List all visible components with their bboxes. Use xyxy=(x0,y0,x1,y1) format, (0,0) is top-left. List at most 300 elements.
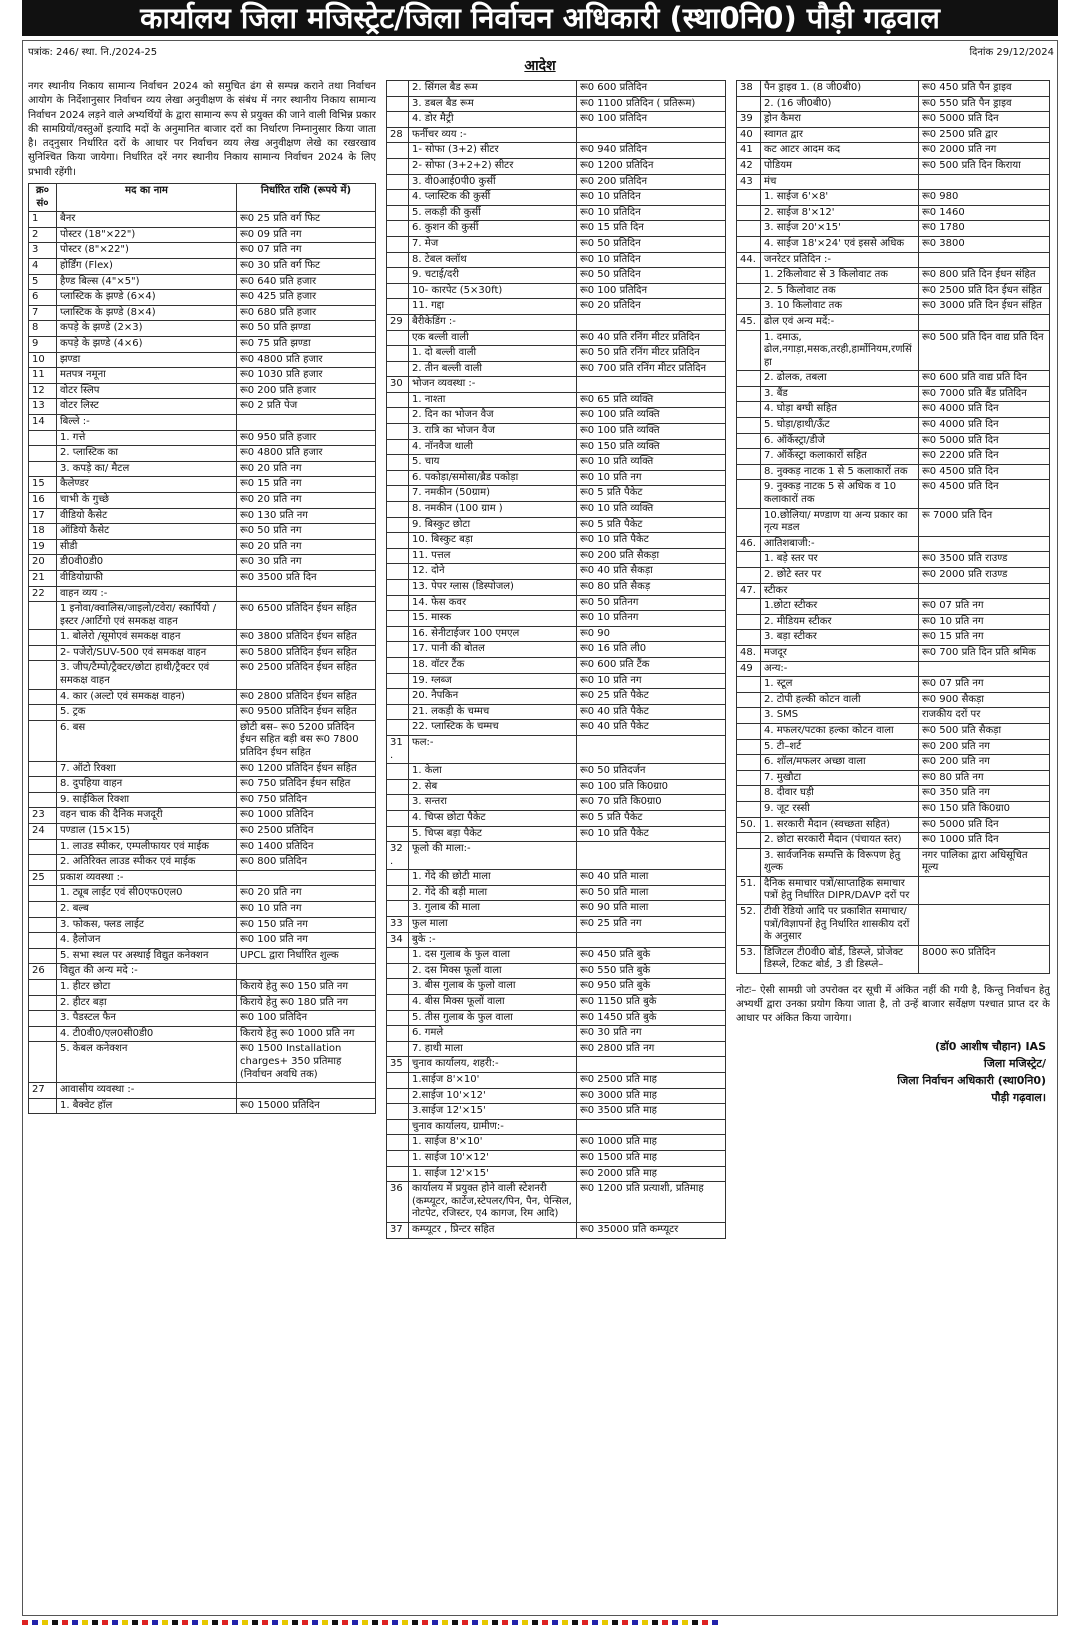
amount-cell: रू0 5000 प्रति दिन xyxy=(919,433,1050,449)
serial-cell xyxy=(387,486,409,502)
table-row xyxy=(387,595,726,611)
table-row xyxy=(387,424,726,440)
item-cell: 1. गेंदे की छोटी माला xyxy=(409,870,577,886)
serial-cell xyxy=(29,855,57,871)
table-row xyxy=(387,408,726,424)
table-row xyxy=(737,96,1050,112)
item-cell: मंच xyxy=(761,174,919,190)
serial-cell xyxy=(387,112,409,128)
item-cell: 6. शॉल/मफलर अच्छा वाला xyxy=(761,755,919,771)
serial-cell: 7 xyxy=(29,305,57,321)
serial-cell xyxy=(387,143,409,159)
serial-cell: 42 xyxy=(737,158,761,174)
item-cell: 1. लाउड स्पीकर, एम्पलीफायर एवं माईक xyxy=(57,839,237,855)
item-cell: 9. बिस्कुट छोटा xyxy=(409,517,577,533)
table-row xyxy=(387,1088,726,1104)
item-cell: कैलेण्डर xyxy=(57,477,237,493)
item-cell: 17. पानी की बोतल xyxy=(409,642,577,658)
item-cell: कपड़े के झण्डे (4×6) xyxy=(57,337,237,353)
item-cell: 3. SMS xyxy=(761,708,919,724)
serial-cell: 1 xyxy=(29,212,57,228)
table-row xyxy=(737,536,1050,552)
serial-cell xyxy=(737,599,761,615)
signatory-designation-1: जिला मजिस्ट्रेट/ xyxy=(983,1057,1046,1071)
item-cell: पोडियम xyxy=(761,158,919,174)
table-row xyxy=(29,290,376,306)
serial-cell xyxy=(737,630,761,646)
amount-cell: रू0 1200 प्रतिदिन xyxy=(577,158,726,174)
amount-cell: रू0 4800 प्रति हजार xyxy=(237,352,376,368)
item-cell: 10- कारपेट (5×30ft) xyxy=(409,283,577,299)
item-cell: 1. बैक्वेट हॉल xyxy=(57,1098,237,1114)
item-cell: कपड़े के झण्डे (2×3) xyxy=(57,321,237,337)
item-cell: 12. दोने xyxy=(409,564,577,580)
table-row xyxy=(737,833,1050,849)
serial-cell xyxy=(737,299,761,315)
amount-cell: रू0 40 प्रति पैकेट xyxy=(577,704,726,720)
item-cell: 3. बैंड xyxy=(761,386,919,402)
table-row xyxy=(29,337,376,353)
serial-cell xyxy=(29,1098,57,1114)
table-row xyxy=(29,886,376,902)
serial-cell xyxy=(737,386,761,402)
amount-cell: रू0 5000 प्रति दिन xyxy=(919,112,1050,128)
table-row xyxy=(737,158,1050,174)
item-cell: 10.छोलिया/ मण्डाण या अन्य प्रकार का नृत्य मडल xyxy=(761,508,919,536)
amount-cell: रू0 50 प्रति माला xyxy=(577,885,726,901)
amount-cell: रू0 2800 प्रति नग xyxy=(577,1041,726,1057)
item-cell: 6. कुशन की कुर्सी xyxy=(409,221,577,237)
amount-cell: रू0 40 प्रति रनिंग मीटर प्रतिदिन xyxy=(577,330,726,346)
item-cell: ढोल एवं अन्य मदें:- xyxy=(761,314,919,330)
table-row xyxy=(387,548,726,564)
amount-cell: रू0 40 प्रति माला xyxy=(577,870,726,886)
serial-cell: 24 xyxy=(29,824,57,840)
amount-cell: रू0 450 प्रति बुके xyxy=(577,948,726,964)
amount-cell: रू0 680 प्रति हजार xyxy=(237,305,376,321)
amount-cell: रू0 7000 प्रति बैंड प्रतिदिन xyxy=(919,386,1050,402)
rates-table-2 xyxy=(386,80,726,1239)
serial-cell: 19 xyxy=(29,539,57,555)
serial-cell xyxy=(387,81,409,97)
amount-cell: रू0 3500 प्रति दिन xyxy=(237,570,376,586)
serial-cell: 53. xyxy=(737,945,761,973)
amount-cell: रू0 50 प्रति झण्डा xyxy=(237,321,376,337)
table-row xyxy=(737,770,1050,786)
serial-cell xyxy=(737,190,761,206)
table-row xyxy=(387,96,726,112)
amount-cell: रू0 15 प्रति नग xyxy=(237,477,376,493)
table-row xyxy=(737,692,1050,708)
signatory-designation-2: जिला निर्वाचन अधिकारी (स्था0नि0) xyxy=(897,1074,1046,1088)
amount-cell: रू0 07 प्रति नग xyxy=(919,677,1050,693)
table-row xyxy=(387,190,726,206)
amount-cell: रू0 2500 प्रतिदिन ईधन सहित xyxy=(237,661,376,689)
table-row xyxy=(29,524,376,540)
table-row xyxy=(387,112,726,128)
table-row xyxy=(387,689,726,705)
serial-cell xyxy=(737,770,761,786)
table-row xyxy=(737,127,1050,143)
amount-cell: रू0 1030 प्रति हजार xyxy=(237,368,376,384)
table-row xyxy=(29,492,376,508)
amount-cell: रू0 600 प्रति वाद्य प्रति दिन xyxy=(919,371,1050,387)
item-cell: पण्डाल (15×15) xyxy=(57,824,237,840)
amount-cell: रू0 1450 प्रति बुके xyxy=(577,1010,726,1026)
amount-cell: रू0 10 प्रति नग xyxy=(577,470,726,486)
table-row xyxy=(387,143,726,159)
table-row xyxy=(29,792,376,808)
item-cell: 3. साईज 20'×15' xyxy=(761,221,919,237)
amount-cell: रू0 20 प्रतिदिन xyxy=(577,299,726,315)
amount-cell xyxy=(577,735,726,763)
amount-cell: रू0 450 प्रति पैन ड्राइव xyxy=(919,81,1050,97)
table-row xyxy=(387,533,726,549)
amount-cell: रू0 1000 प्रति दिन xyxy=(919,833,1050,849)
serial-cell: 25 xyxy=(29,870,57,886)
amount-cell: रू0 40 प्रति सैकड़ा xyxy=(577,564,726,580)
table-row xyxy=(737,112,1050,128)
item-cell: 18. वॉटर टैंक xyxy=(409,657,577,673)
item-cell: 4. बीस मिक्स फूलों वाला xyxy=(409,995,577,1011)
amount-cell: रू0 1100 प्रतिदिन ( प्रतिरूम) xyxy=(577,96,726,112)
serial-cell xyxy=(29,430,57,446)
table-row xyxy=(29,661,376,689)
item-cell: 11. पत्तल xyxy=(409,548,577,564)
item-cell: एक बल्ली वाली xyxy=(409,330,577,346)
amount-cell: रू0 150 प्रति कि0ग्रा0 xyxy=(919,801,1050,817)
item-cell: 5. तीस गुलाब के फुल वाला xyxy=(409,1010,577,1026)
serial-cell xyxy=(737,723,761,739)
item-cell: 1. 2किलोवाट से 3 किलोवाट तक xyxy=(761,268,919,284)
amount-cell: रू0 1200 प्रति प्रत्याशी, प्रतिमाह xyxy=(577,1182,726,1223)
item-cell: 8. दीवार घड़ी xyxy=(761,786,919,802)
amount-cell: रू0 10 प्रति व्यक्ति xyxy=(577,455,726,471)
serial-cell xyxy=(737,848,761,876)
serial-cell xyxy=(387,361,409,377)
item-cell: 5. लकड़ी की कुर्सी xyxy=(409,205,577,221)
serial-cell xyxy=(387,779,409,795)
table-row xyxy=(387,948,726,964)
item-cell: 14. फेस कवर xyxy=(409,595,577,611)
serial-cell xyxy=(737,801,761,817)
item-cell: 2. ढोलक, तबला xyxy=(761,371,919,387)
item-cell: 9. साईकिल रिक्शा xyxy=(57,792,237,808)
serial-cell xyxy=(387,885,409,901)
item-cell: 1. स्टूल xyxy=(761,677,919,693)
item-cell: मजदूर xyxy=(761,645,919,661)
amount-cell: रू0 80 प्रति नग xyxy=(919,770,1050,786)
amount-cell: रू0 10 प्रति व्यक्ति xyxy=(577,502,726,518)
table-row xyxy=(387,236,726,252)
table-row xyxy=(29,855,376,871)
serial-cell: 37 xyxy=(387,1222,409,1238)
amount-cell: रू0 200 प्रति नग xyxy=(919,739,1050,755)
serial-cell xyxy=(387,205,409,221)
serial-cell xyxy=(387,158,409,174)
serial-cell: 8 xyxy=(29,321,57,337)
item-cell: मतपत्र नमूना xyxy=(57,368,237,384)
table-row xyxy=(29,461,376,477)
item-cell: 3. वी0आई0पी0 कुर्सी xyxy=(409,174,577,190)
serial-cell xyxy=(737,552,761,568)
header-serial: क्र० सं० xyxy=(29,184,57,212)
serial-cell xyxy=(387,870,409,886)
item-cell: 7. ऑटो रिक्शा xyxy=(57,761,237,777)
table-row xyxy=(387,764,726,780)
item-cell: 3.साईज 12'×15' xyxy=(409,1104,577,1120)
amount-cell: रू 7000 प्रति दिन xyxy=(919,508,1050,536)
amount-cell xyxy=(577,314,726,330)
amount-cell xyxy=(919,314,1050,330)
amount-cell: रू0 07 प्रति नग xyxy=(237,243,376,259)
item-cell: 4. डोर मैट्री xyxy=(409,112,577,128)
item-cell: 2. टोपी हल्की कोटन वाली xyxy=(761,692,919,708)
letter-number: पत्रांक: 246/ स्था. नि./2024-25 xyxy=(28,47,158,58)
table-row xyxy=(29,901,376,917)
table-row xyxy=(387,1135,726,1151)
item-cell: 3. कपड़े का/ मैटल xyxy=(57,461,237,477)
table-row xyxy=(29,705,376,721)
amount-cell: रू0 700 प्रति रनिंग मीटर प्रतिदिन xyxy=(577,361,726,377)
table-row xyxy=(737,190,1050,206)
table-row xyxy=(29,761,376,777)
serial-cell xyxy=(29,933,57,949)
table-row xyxy=(737,433,1050,449)
serial-cell xyxy=(737,480,761,508)
table-row xyxy=(29,243,376,259)
table-row xyxy=(737,330,1050,371)
table-row xyxy=(737,143,1050,159)
amount-cell: रू0 50 प्रति रनिंग मीटर प्रतिदिन xyxy=(577,346,726,362)
table-row xyxy=(737,817,1050,833)
item-cell: प्रकाश व्यवस्था :- xyxy=(57,870,237,886)
amount-cell: 8000 रू0 प्रतिदिन xyxy=(919,945,1050,973)
serial-cell xyxy=(387,1104,409,1120)
amount-cell: रू0 3000 प्रति माह xyxy=(577,1088,726,1104)
item-cell: ड्रोन कैमरा xyxy=(761,112,919,128)
item-cell: 1. दस गुलाब के फुल वाला xyxy=(409,948,577,964)
table-row xyxy=(387,283,726,299)
serial-cell: 22 xyxy=(29,586,57,602)
amount-cell: रू0 600 प्रतिदिन xyxy=(577,81,726,97)
serial-cell xyxy=(737,402,761,418)
amount-cell: रू0 10 प्रति पैकेट xyxy=(577,826,726,842)
amount-cell: रू0 20 प्रति नग xyxy=(237,539,376,555)
amount-cell xyxy=(919,876,1050,904)
serial-cell: 31. xyxy=(387,735,409,763)
amount-cell: रू0 100 प्रति कि0ग्रा0 xyxy=(577,779,726,795)
amount-cell: रू0 2000 प्रति माह xyxy=(577,1166,726,1182)
serial-cell xyxy=(737,371,761,387)
table-row xyxy=(29,539,376,555)
serial-cell xyxy=(387,901,409,917)
table-row xyxy=(387,735,726,763)
serial-cell xyxy=(387,1026,409,1042)
item-cell: 8. नमकीन (100 ग्राम ) xyxy=(409,502,577,518)
item-cell: 2. दस मिक्स फूलों वाला xyxy=(409,963,577,979)
item-cell: 8. नुक्कड़ नाटक 1 से 5 कलाकारों तक xyxy=(761,464,919,480)
amount-cell: रू0 50 प्रति नग xyxy=(237,524,376,540)
serial-cell xyxy=(387,330,409,346)
amount-cell: रू0 20 प्रति नग xyxy=(237,886,376,902)
serial-cell xyxy=(29,461,57,477)
serial-cell: 21 xyxy=(29,570,57,586)
table-row xyxy=(29,414,376,430)
serial-cell xyxy=(737,568,761,584)
table-row xyxy=(29,964,376,980)
serial-cell: 15 xyxy=(29,477,57,493)
table-row xyxy=(737,480,1050,508)
item-cell: 3. सन्तरा xyxy=(409,795,577,811)
serial-cell xyxy=(387,174,409,190)
table-row xyxy=(737,236,1050,252)
serial-cell xyxy=(737,464,761,480)
item-cell: 3. डबल बैड रूम xyxy=(409,96,577,112)
table-row xyxy=(387,580,726,596)
table-row xyxy=(387,1073,726,1089)
item-cell: भोजन व्यवस्था :- xyxy=(409,377,577,393)
amount-cell: रू0 425 प्रति हजार xyxy=(237,290,376,306)
item-cell: 5. चाय xyxy=(409,455,577,471)
table-row xyxy=(29,399,376,415)
amount-cell xyxy=(919,536,1050,552)
amount-cell: किराये हेतु रू0 180 प्रति नग xyxy=(237,995,376,1011)
serial-cell: 26 xyxy=(29,964,57,980)
item-cell: चुनाव कार्यालय, ग्रामीण:- xyxy=(409,1119,577,1135)
amount-cell: रू0 80 प्रति सैकड़ xyxy=(577,580,726,596)
table-row xyxy=(737,81,1050,97)
amount-cell: रू0 6500 प्रतिदिन ईधन सहित xyxy=(237,602,376,630)
table-row xyxy=(737,661,1050,677)
item-cell: 2.साईज 10'×12' xyxy=(409,1088,577,1104)
serial-cell xyxy=(737,330,761,371)
amount-cell: रू0 200 प्रति सैकड़ा xyxy=(577,548,726,564)
amount-cell: रू0 1460 xyxy=(919,205,1050,221)
item-cell: 1. बड़े स्तर पर xyxy=(761,552,919,568)
serial-cell: 9 xyxy=(29,337,57,353)
amount-cell: रू0 100 प्रतिदिन xyxy=(577,112,726,128)
table-row xyxy=(737,583,1050,599)
table-row xyxy=(737,945,1050,973)
amount-cell: रू0 10 प्रति नग xyxy=(237,901,376,917)
serial-cell: 28 xyxy=(387,127,409,143)
table-row xyxy=(29,995,376,1011)
amount-cell: रू0 15000 प्रतिदिन xyxy=(237,1098,376,1114)
table-row xyxy=(29,570,376,586)
serial-cell: 33 xyxy=(387,917,409,933)
table-row xyxy=(737,801,1050,817)
amount-cell: रू0 2000 प्रति राउण्ड xyxy=(919,568,1050,584)
table-row xyxy=(387,779,726,795)
serial-cell: 18 xyxy=(29,524,57,540)
table-row xyxy=(387,517,726,533)
serial-cell: 45. xyxy=(737,314,761,330)
table-row xyxy=(29,212,376,228)
table-row xyxy=(29,808,376,824)
amount-cell: रू0 75 प्रति झण्डा xyxy=(237,337,376,353)
table-row xyxy=(29,630,376,646)
table-row xyxy=(737,614,1050,630)
table-row xyxy=(737,449,1050,465)
item-cell: पैन ड्राइव 1. (8 जी0बी0) xyxy=(761,81,919,97)
amount-cell: रू0 950 प्रति हजार xyxy=(237,430,376,446)
serial-cell xyxy=(387,580,409,596)
serial-cell xyxy=(737,755,761,771)
amount-cell: रू0 150 प्रति नग xyxy=(237,917,376,933)
amount-cell: UPCL द्वारा निर्धारित शुल्क xyxy=(237,948,376,964)
table-row xyxy=(387,361,726,377)
amount-cell: रू0 100 प्रति व्यक्ति xyxy=(577,424,726,440)
amount-cell: रू0 09 प्रति नग xyxy=(237,227,376,243)
item-cell: आवासीय व्यवस्था :- xyxy=(57,1083,237,1099)
column-3 xyxy=(736,80,1050,1600)
table-row xyxy=(387,979,726,995)
amount-cell: रू0 10 प्रतिनग xyxy=(577,611,726,627)
item-cell: 2. (16 जी0बी0) xyxy=(761,96,919,112)
item-cell: 4. घोड़ा बग्घी सहित xyxy=(761,402,919,418)
item-cell: सीडी xyxy=(57,539,237,555)
amount-cell: किराये हेतु रू0 150 प्रति नग xyxy=(237,979,376,995)
item-cell: 4. मफलर/पटका हल्का कोटन वाला xyxy=(761,723,919,739)
serial-cell: 44. xyxy=(737,252,761,268)
order-title xyxy=(0,56,1080,75)
serial-cell: 38 xyxy=(737,81,761,97)
item-cell: पोस्टर (18"×22") xyxy=(57,227,237,243)
item-cell: 13. पेपर ग्लास (डिस्पोजल) xyxy=(409,580,577,596)
serial-cell xyxy=(29,446,57,462)
item-cell: वहन चाक की दैनिक मजदूरी xyxy=(57,808,237,824)
serial-cell xyxy=(737,708,761,724)
table-row xyxy=(387,826,726,842)
item-cell: कार्यालय में प्रयुक्त होने वाली स्टेशनरी (कम्प्यूटर, कार्टेज,स्टेपलर/पिन, पैन, पेन्सिल, नोटपेट, रजिस्टर, ए4 कागज, रिम आदि) xyxy=(409,1182,577,1223)
serial-cell xyxy=(387,795,409,811)
item-cell: 1. साईज 10'×12' xyxy=(409,1150,577,1166)
item-cell: स्वागत द्वार xyxy=(761,127,919,143)
amount-cell: रू0 15 प्रति नग xyxy=(919,630,1050,646)
item-cell: फूलो की माला:- xyxy=(409,842,577,870)
item-cell: 9. चटाई/दरी xyxy=(409,268,577,284)
serial-cell xyxy=(737,268,761,284)
item-cell: 4. प्लास्टिक की कुर्सी xyxy=(409,190,577,206)
table-row xyxy=(737,299,1050,315)
item-cell: वोटर लिस्ट xyxy=(57,399,237,415)
item-cell: 1. गत्ते xyxy=(57,430,237,446)
item-cell: 11. गद्दा xyxy=(409,299,577,315)
table-row xyxy=(29,720,376,761)
table-row xyxy=(387,486,726,502)
table-row xyxy=(387,720,726,736)
table-row xyxy=(387,1026,726,1042)
table-row xyxy=(387,81,726,97)
item-cell: 1. साईज 12'×15' xyxy=(409,1166,577,1182)
table-row xyxy=(387,268,726,284)
table-row xyxy=(387,795,726,811)
amount-cell xyxy=(237,1083,376,1099)
serial-cell: 51. xyxy=(737,876,761,904)
amount-cell: राजकीय दरों पर xyxy=(919,708,1050,724)
amount-cell: रू0 1400 प्रतिदिन xyxy=(237,839,376,855)
amount-cell: रू0 150 प्रति व्यक्ति xyxy=(577,439,726,455)
table-row xyxy=(29,555,376,571)
serial-cell xyxy=(737,205,761,221)
amount-cell: रू0 5 प्रति पैकेट xyxy=(577,810,726,826)
item-cell: 1. केला xyxy=(409,764,577,780)
rates-body-3 xyxy=(737,81,1050,974)
table-row xyxy=(387,963,726,979)
item-cell: 16. सेनीटाईजर 100 एमएल xyxy=(409,626,577,642)
amount-cell: रू0 35000 प्रति कम्प्यूटर xyxy=(577,1222,726,1238)
